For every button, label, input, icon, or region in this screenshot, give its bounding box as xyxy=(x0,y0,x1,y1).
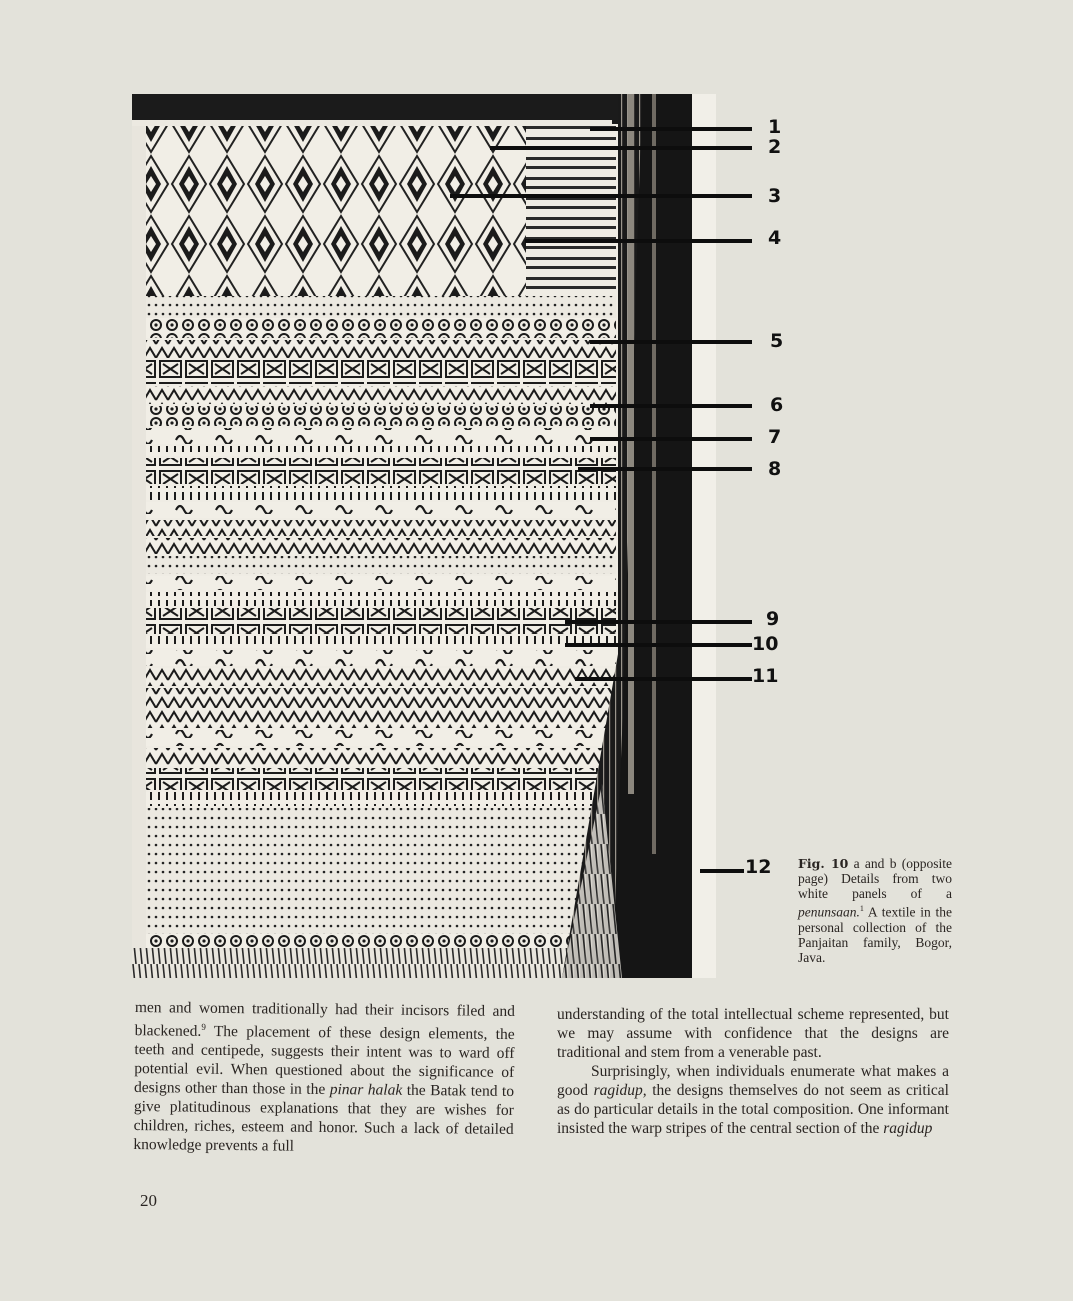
callout-number: 7 xyxy=(768,426,782,448)
callout-number: 8 xyxy=(768,458,782,480)
textile-photograph xyxy=(132,94,716,978)
figure-label: Fig. 10 xyxy=(798,856,849,871)
body-term: ragidup, xyxy=(593,1082,647,1099)
body-text: the Batak tend to give platitudinous explanations that they are wishes for children, riches, esteem and honor. Such a lack of detailed knowledge prevents a full xyxy=(133,1081,515,1155)
callout-number: 12 xyxy=(745,856,772,878)
page-number: 20 xyxy=(140,1191,157,1210)
body-term: pinar halak xyxy=(329,1081,403,1099)
caption-term: penunsaan. xyxy=(798,904,860,920)
caption-footnote: 1 xyxy=(859,904,864,913)
callout-number: 1 xyxy=(768,116,782,138)
callout-number: 5 xyxy=(770,330,784,352)
callout-number: 11 xyxy=(752,665,779,687)
textile-illustration xyxy=(132,94,716,978)
callout-number: 10 xyxy=(752,633,779,655)
callout-number: 3 xyxy=(768,185,782,207)
caption-text-b: A textile in the personal collection of the Panjaitan family, Bogor, Java. xyxy=(798,904,952,965)
body-text: Surprisingly, when individuals enumerate what makes a good xyxy=(557,1063,949,1099)
callout-number: 6 xyxy=(770,394,784,416)
figure-caption xyxy=(798,856,952,965)
body-column-right xyxy=(557,1005,949,1138)
body-text: The placement of these design elements, the teeth and centipede, suggests their intent was to ward off potential evil. When questioned about the significance of designs other than those in the xyxy=(133,1022,515,1099)
footnote-ref: 9 xyxy=(201,1021,206,1032)
paragraph xyxy=(557,1062,949,1138)
paragraph: understanding of the total intellectual scheme represented, but we may assume with confidence that the designs are traditional and stem from a venerable past. xyxy=(557,1006,949,1061)
body-text: men and women traditionally had their incisors filed and blackened. xyxy=(134,998,515,1040)
body-term: ragidup xyxy=(883,1120,933,1137)
callout-number: 4 xyxy=(768,227,782,249)
callout-number: 2 xyxy=(768,136,782,158)
caption-text: a and b (opposite page) Details from two white panels of a xyxy=(798,856,952,901)
body-text: the designs themselves do not seem as critical as do particular details in the total composition. One informant insisted the warp stripes of the central section of the xyxy=(557,1082,949,1137)
paragraph xyxy=(133,998,515,1158)
body-column-left xyxy=(133,998,515,1158)
callout-number: 9 xyxy=(766,608,780,630)
